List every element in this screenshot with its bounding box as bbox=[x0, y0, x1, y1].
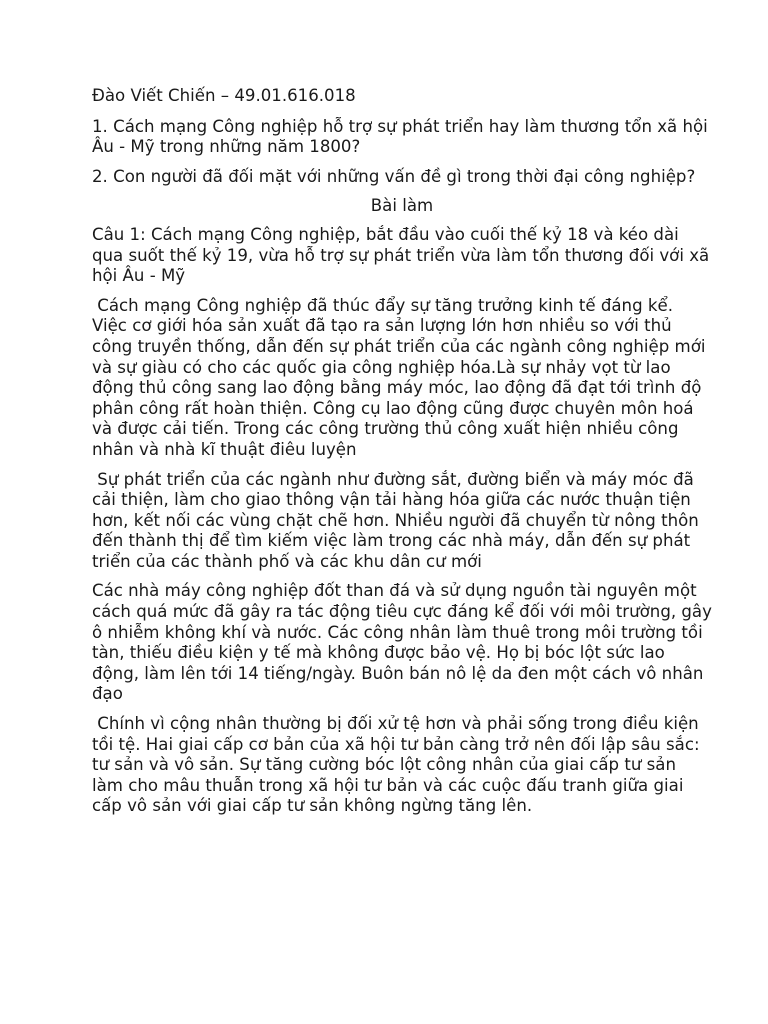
author-line: Đào Viết Chiến – 49.01.616.018 bbox=[92, 86, 356, 105]
question-1: 1. Cách mạng Công nghiệp hỗ trợ sự phát triển hay làm thương tổn xã hội Âu - Mỹ trong những năm 1800? bbox=[92, 116, 714, 157]
document-page bbox=[92, 86, 718, 826]
paragraph-class-conflict: Chính vì cộng nhân thường bị đối xử tệ hơn và phải sống trong điều kiện tồi tệ. Hai giai cấp cơ bản của xã hội tư bản càng trở nên đối lập sâu sắc: tư sản và vô sản. Sự tăng cường bóc lột công nhân của giai cấp tư sản làm cho mâu thuẫn trong xã hội tư bản và các cuộc đấu tranh giữa giai cấp vô sản với giai cấp tư sản không ngừng tăng lên. bbox=[92, 714, 705, 816]
section-heading: Bài làm bbox=[370, 196, 434, 216]
paragraph-intro: Câu 1: Cách mạng Công nghiệp, bắt đầu vào cuối thế kỷ 18 và kéo dài qua suốt thế kỷ 19, vừa hỗ trợ sự phát triển vừa làm tổn thương đối với xã hội Âu - Mỹ bbox=[92, 224, 715, 286]
paragraph-negative-impact: Các nhà máy công nghiệp đốt than đá và sử dụng nguồn tài nguyên một cách quá mức đã gây ra tác động tiêu cực đáng kể đối với môi trường, gây ô nhiễm không khí và nước. Các công nhân làm thuê trong môi trường tồi tàn, thiếu điều kiện y tế mà không được bảo vệ. Họ bị bóc lột sức lao động, làm lên tới 14 tiếng/ngày. Buôn bán nô lệ da đen một cách vô nhân đạo bbox=[92, 581, 718, 704]
question-2: 2. Con người đã đối mặt với những vấn đề gì trong thời đại công nghiệp? bbox=[92, 166, 696, 186]
paragraph-economic-growth: Cách mạng Công nghiệp đã thúc đẩy sự tăng trưởng kinh tế đáng kể. Việc cơ giới hóa sản xuất đã tạo ra sản lượng lớn hơn nhiều so với thủ công truyền thống, dẫn đến sự phát triển của các ngành công nghiệp mới và sự giàu có cho các quốc gia công nghiệp hóa.Là sự nhảy vọt từ lao động thủ công sang lao động bằng máy móc, lao động đã đạt tới trình độ phân công rất hoàn thiện. Công cụ lao động cũng được chuyên môn hoá và được cải tiến. Trong các công trường thủ công xuất hiện nhiều công nhân và nhà kĩ thuật điêu luyện bbox=[92, 295, 711, 459]
paragraph-transport: Sự phát triển của các ngành như đường sắt, đường biển và máy móc đã cải thiện, làm cho giao thông vận tải hàng hóa giữa các nước thuận tiện hơn, kết nối các vùng chặt chẽ hơn. Nhiều người đã chuyển từ nông thôn đến thành thị để tìm kiếm việc làm trong các nhà máy, dẫn đến sự phát triển của các thành phố và các khu dân cư mới bbox=[92, 469, 705, 571]
